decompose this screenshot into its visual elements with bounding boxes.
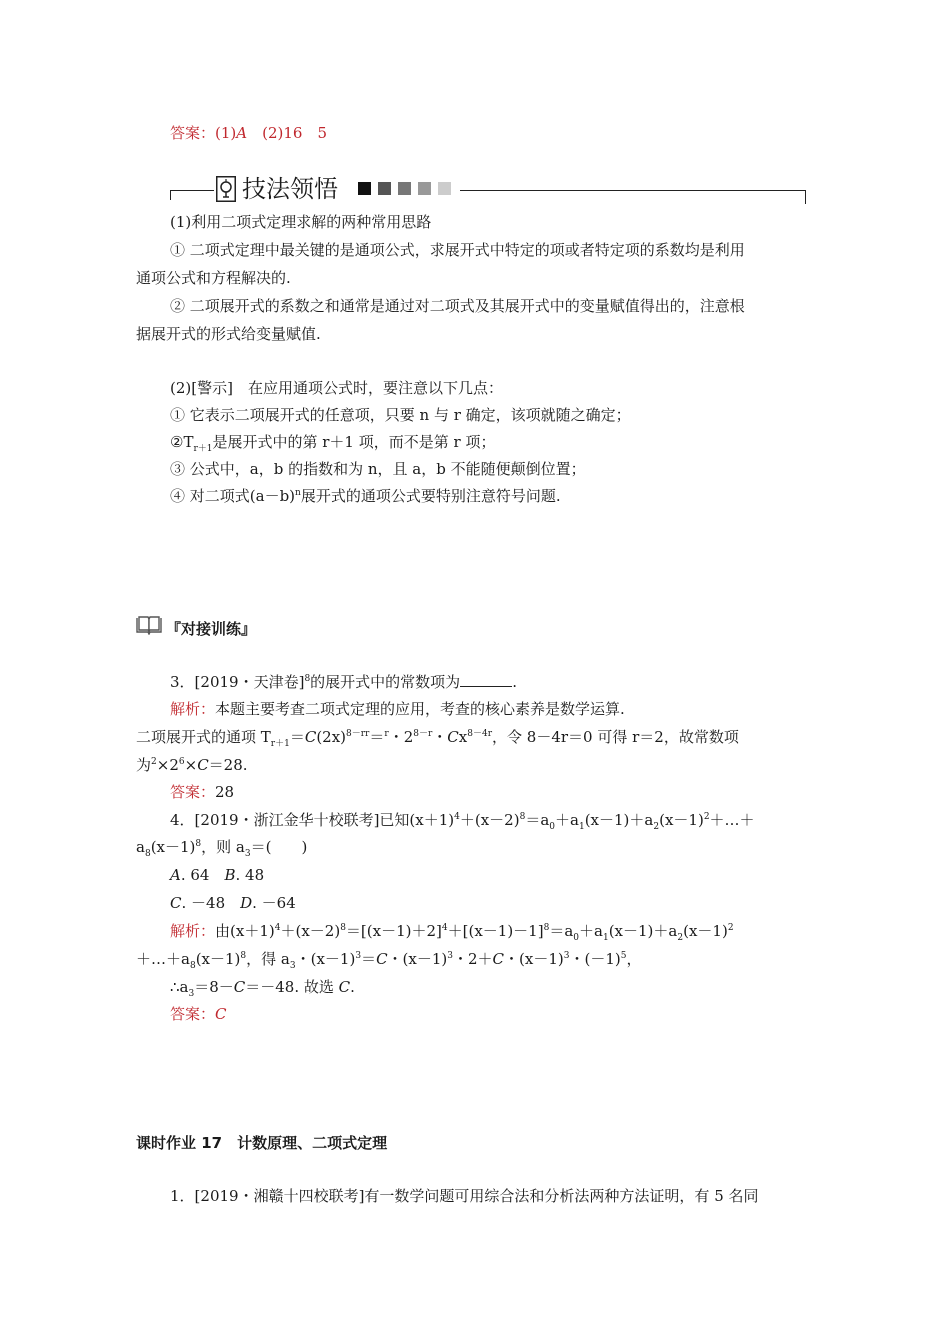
q3-derivation-2: 为$^2\times 2^6\times C=28$. <box>136 756 248 774</box>
q4-stem-2: $a_8(x-1)^8$，则 $a_3=$( ) <box>136 838 308 859</box>
banner-square-5 <box>438 182 451 195</box>
tips-p2-head: (2)[警示] 在应用通项公式时，要注意以下几点： <box>170 379 503 397</box>
banner-square-4 <box>418 182 431 195</box>
banner-square-2 <box>378 182 391 195</box>
answer-line: 答案：(1)A (2)16 5 <box>170 124 327 142</box>
tips-p2-2: $②T_{r+1}$是展开式中的第 r＋1 项，而不是第 r 项； <box>170 433 496 454</box>
hw1-stem: 1．[2019・湘赣十四校联考]有一数学问题可用综合法和分析法两种方法证明，有 5 名同 <box>170 1187 759 1205</box>
book-icon <box>136 615 162 635</box>
q3-answer-blank <box>460 672 512 687</box>
banner-square-3 <box>398 182 411 195</box>
tips-p2-1: ① 它表示二项展开式的任意项，只要 n 与 r 确定，该项就随之确定； <box>170 406 631 424</box>
tips-p1-a1: ① 二项式定理中最关键的是通项公式，求展开式中特定的项或者特定项的系数均是利用 <box>170 241 745 259</box>
q4-stem-1: 4．[2019・浙江金华十校联考]已知$(x+1)^4+(x-2)^8=a_0+a_1(x-1)+a_2(x-1)^2+\dots+$ <box>170 811 755 832</box>
homework-title: 课时作业 17 计数原理、二项式定理 <box>136 1134 388 1152</box>
q4-jiexi-1: 解析：由$(x+1)^4+(x-2)^8=[(x-1)+2]^4+[(x-1)-1]^8=a_0+a_1(x-1)+a_2(x-1)^2$ <box>170 922 734 943</box>
q4-jiexi-2: $+\dots+a_8(x-1)^8$，得 $a_3$・$(x-1)^3=C$・$(x-1)^3$・2＋C・$(x-1)^3$・$(-1)^5$， <box>136 950 642 971</box>
q4-options-cd: C. －48 D. －64 <box>170 894 296 912</box>
tips-p1-b1: ② 二项展开式的系数之和通常是通过对二项式及其展开式中的变量赋值得出的，注意根 <box>170 297 745 315</box>
tips-p1-head: (1)利用二项式定理求解的两种常用思路 <box>170 213 432 231</box>
q3-answer: 答案：28 <box>170 783 235 801</box>
tips-p2-4: ④ 对二项式$(a-b)^n$展开式的通项公式要特别注意符号问题. <box>170 487 561 505</box>
q4-jiexi-3: $\therefore a_3=8-C=-48$. 故选 C. <box>170 978 355 999</box>
banner-square-1 <box>358 182 371 195</box>
option-d: D <box>240 894 253 912</box>
tips-p1-b2: 据展开式的形式给变量赋值. <box>136 325 321 343</box>
q4-answer: 答案：C <box>170 1005 227 1023</box>
lightbulb-icon <box>216 176 236 202</box>
q3-stem: 3．[2019・天津卷]$^8$的展开式中的常数项为 . <box>170 673 517 691</box>
tips-p1-a2: 通项公式和方程解决的. <box>136 269 291 287</box>
q3-derivation-1: 二项展开式的通项 $T_{r+1}=C(2x)^{8-rr}=^r$・$2^{8-r}$・$Cx^{8-4r}$，令 8－4r＝0 可得 r＝2，故常数项 <box>136 728 739 749</box>
training-title: 『对接训练』 <box>166 620 257 638</box>
q3-jiexi: 解析：本题主要考查二项式定理的应用，考查的核心素养是数学运算. <box>170 700 625 718</box>
banner-title: 技法领悟 <box>242 175 338 203</box>
q4-options-ab: A. 64 B. 48 <box>170 866 265 884</box>
option-c: C <box>170 894 182 912</box>
option-a: A <box>170 866 181 884</box>
tips-p2-3: ③ 公式中，a，b 的指数和为 n，且 a，b 不能随便颠倒位置； <box>170 460 586 478</box>
answer-label: 答案： <box>170 124 216 142</box>
section-banner <box>170 172 806 208</box>
option-b: B <box>224 866 236 884</box>
